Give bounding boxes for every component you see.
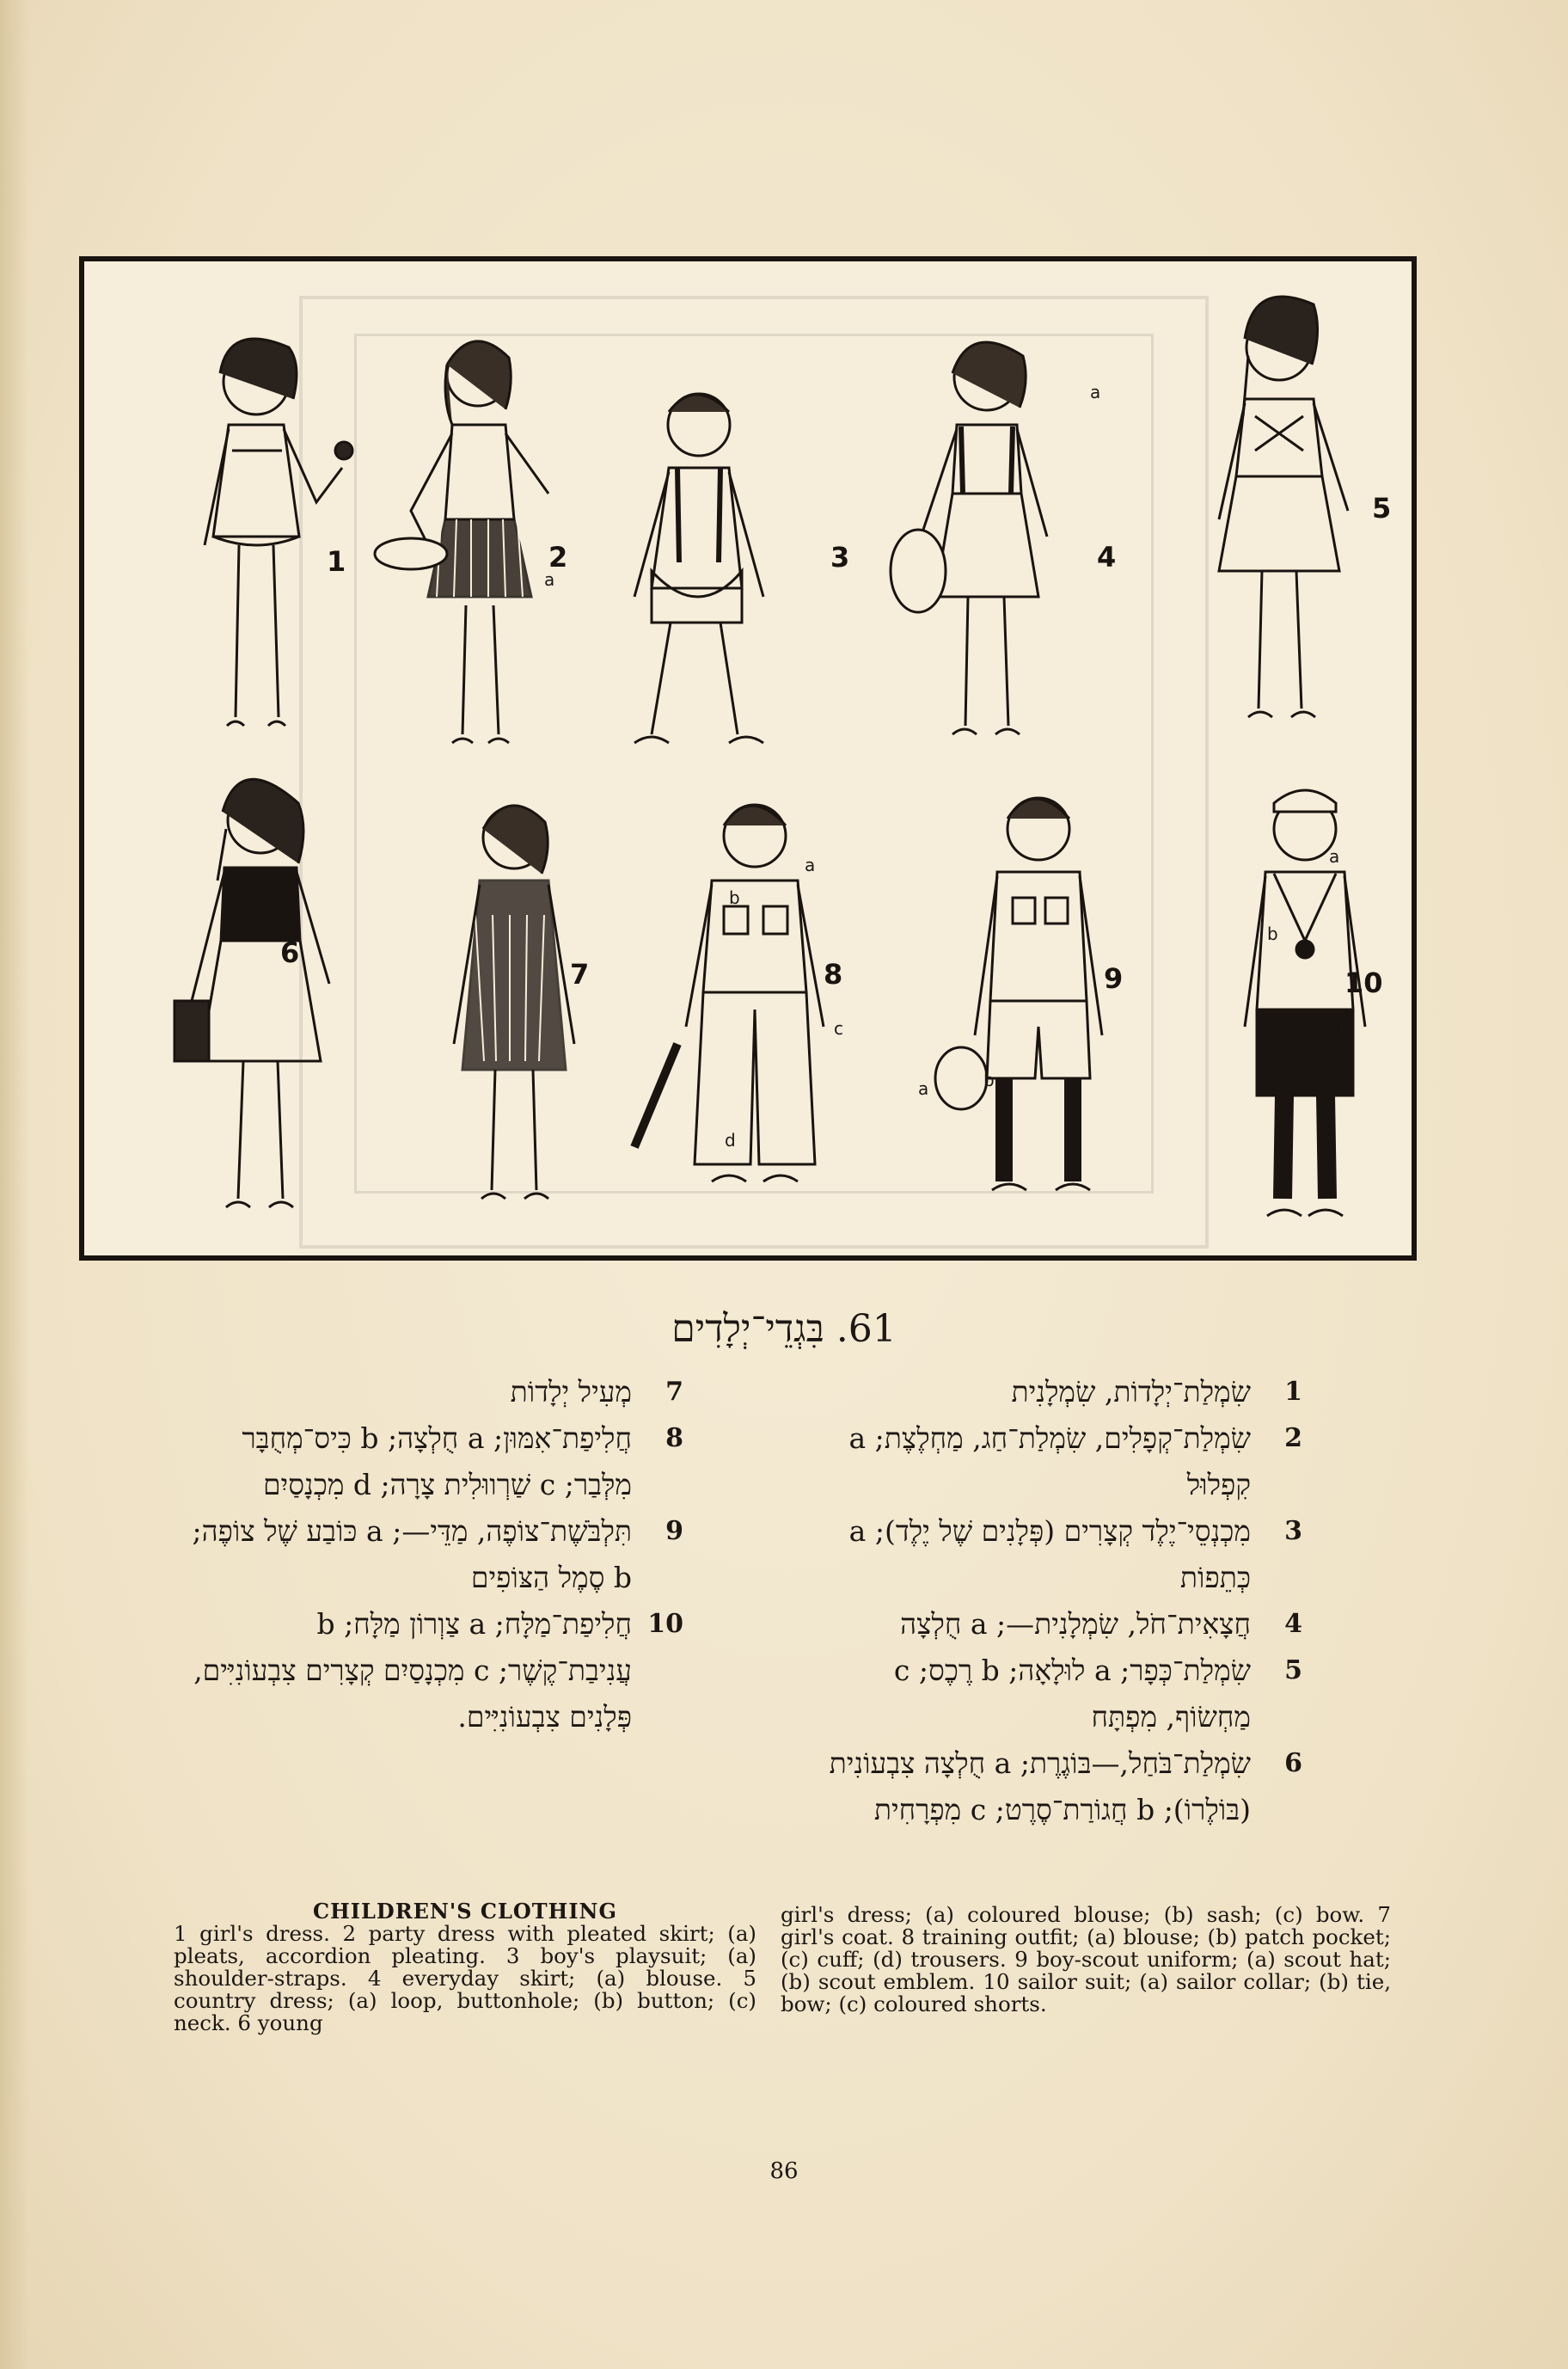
hebrew-column-left [176,1369,683,1740]
illustration-frame [79,256,1417,1261]
hebrew-entry [808,1648,1302,1740]
hebrew-entry [176,1508,683,1601]
part-letter-8b: b [729,887,740,908]
hebrew-entry [176,1369,683,1415]
figure-boy-scout-uniform [927,777,1150,1242]
figure-everyday-skirt [867,322,1090,803]
figure-label-5: 5 [1372,492,1392,525]
figure-boys-playsuit [600,373,798,803]
english-column-right [781,1904,1391,2016]
entry-number: 5 [1284,1655,1302,1685]
entry-number: 4 [1284,1609,1302,1639]
entry-text: חֲלִיפַת־אִמּוּן; a חֻלְצָה; b כִּיס־מְחֻבָּר מִלְּבַר; c שַׁרְווּלִית צָרָה; d מִכְנָסַיִם [242,1421,632,1501]
entry-number: 9 [665,1516,683,1546]
entry-number: 1 [1284,1377,1302,1407]
hebrew-entry [808,1369,1302,1415]
figure-training-outfit [643,786,867,1250]
english-text-right: girl's dress; (a) coloured blouse; (b) sash; (c) bow. 7 girl's coat. 8 training outfit; (a) blouse; (b) patch pocket; (c) cuff; (d) trousers. 9 boy-scout uniform; (a) scout hat; (b) scout emblem. 10 sailor suit; (a) sailor collar; (b) tie, bow; (c) coloured shorts. [781,1902,1391,2016]
entry-number: 6 [1284,1748,1302,1778]
entry-text: מִכְנְסֵי־יֶלֶד קְצָרִים (פְּלָנִים שֶׁל יֶלֶד); a כְּתֵפוֹת [848,1514,1251,1594]
figure-label-3: 3 [830,541,850,574]
hebrew-column-right [808,1369,1302,1833]
figure-sailor-suit [1202,769,1408,1250]
hebrew-entry [808,1415,1302,1508]
entry-number: 8 [665,1423,683,1453]
figure-country-dress [1176,279,1382,777]
figure-young-girls-dress [149,760,372,1242]
figure-label-8: 8 [824,958,843,991]
figure-label-1: 1 [327,545,346,578]
binding-shadow [0,0,29,2369]
hebrew-entry [176,1415,683,1508]
page-number: 86 [769,2158,799,2184]
entry-text: חֲצָאִית־חֹל, שִׂמְלָנִית—; a חֻלְצָה [900,1607,1251,1641]
figure-label-4: 4 [1097,541,1117,574]
entry-text: שִׂמְלַת־קְפָלִים, שִׂמְלַת־חַג, מַחְלֶצֶת; a קִפְלוּל [848,1421,1251,1501]
hebrew-entry [176,1601,683,1740]
part-letter-9a: a [918,1078,929,1099]
entry-text: שִׂמְלַת־כְּפָר; a לוּלָאָה; b רֶכֶס; c מַחְשׂוֹף, מִפְתָּח [893,1654,1251,1734]
figure-label-10: 10 [1344,967,1383,999]
part-letter-10a: a [1329,846,1340,867]
figure-girls-coat [411,786,617,1242]
entry-text: שִׂמְלַת־יְלָדוֹת, שִׂמְלָנִית [1011,1375,1251,1409]
hebrew-section-title: 61. בִּגְדֵי־יְלָדִים [671,1307,897,1351]
english-section-title: CHILDREN'S CLOTHING [313,1899,617,1924]
hebrew-entry [808,1740,1302,1833]
hebrew-entry [808,1508,1302,1601]
part-letter-2a: a [544,569,555,590]
part-letter-10c: c [1339,1018,1349,1039]
part-letter-4a: a [1090,382,1101,402]
hebrew-entry [808,1601,1302,1648]
english-column-left [174,1900,756,2035]
entry-text: מְעִיל יְלָדוֹת [510,1375,632,1409]
figure-label-9: 9 [1104,962,1124,995]
entry-number: 7 [665,1377,683,1407]
entry-text: חֲלִיפַת־מַלָּח; a צַוְרוֹן מַלָּח; b עֲנִיבַת־קֶשֶׁר; c מִכְנָסַיִם קְצָרִים צִבְעוֹנִיִּים, פְּלָנִים צִבְעוֹנִיִּים. [193,1607,632,1734]
part-letter-9b: b [983,1070,995,1090]
figure-label-6: 6 [280,936,300,969]
part-letter-8c: c [834,1018,843,1039]
figure-label-2: 2 [548,541,568,574]
entry-number: 10 [647,1609,683,1639]
figure-label-7: 7 [570,958,590,991]
part-letter-8d: d [725,1130,736,1151]
entry-number: 2 [1284,1423,1302,1453]
entry-text: תִּלְבֹּשֶׁת־צוֹפֶה, מַדֵּי—; a כּוֹבַע שֶׁל צוֹפֶה; b סֶמֶל הַצּוֹפִים [192,1514,632,1594]
english-text-left: 1 girl's dress. 2 party dress with pleated skirt; (a) pleats, accordion pleating. 3 boy's playsuit; (a) shoulder-straps. 4 everyday skirt; (a) blouse. 5 country dress; (a) loop, buttonhole; (b) button; (c) neck. 6 young [174,1921,756,2035]
part-letter-10b: b [1267,924,1278,944]
figure-party-dress [377,322,574,803]
entry-text: שִׂמְלַת־בֹּחַל,—בּוֹגֶרֶת; a חֻלְצָה צִבְעוֹנִית (בּוֹלֶרוֹ); b חֲגוֹרַת־סֶרֶט; c מִפְרָחִית [829,1746,1251,1826]
entry-number: 3 [1284,1516,1302,1546]
part-letter-8a: a [805,855,816,875]
